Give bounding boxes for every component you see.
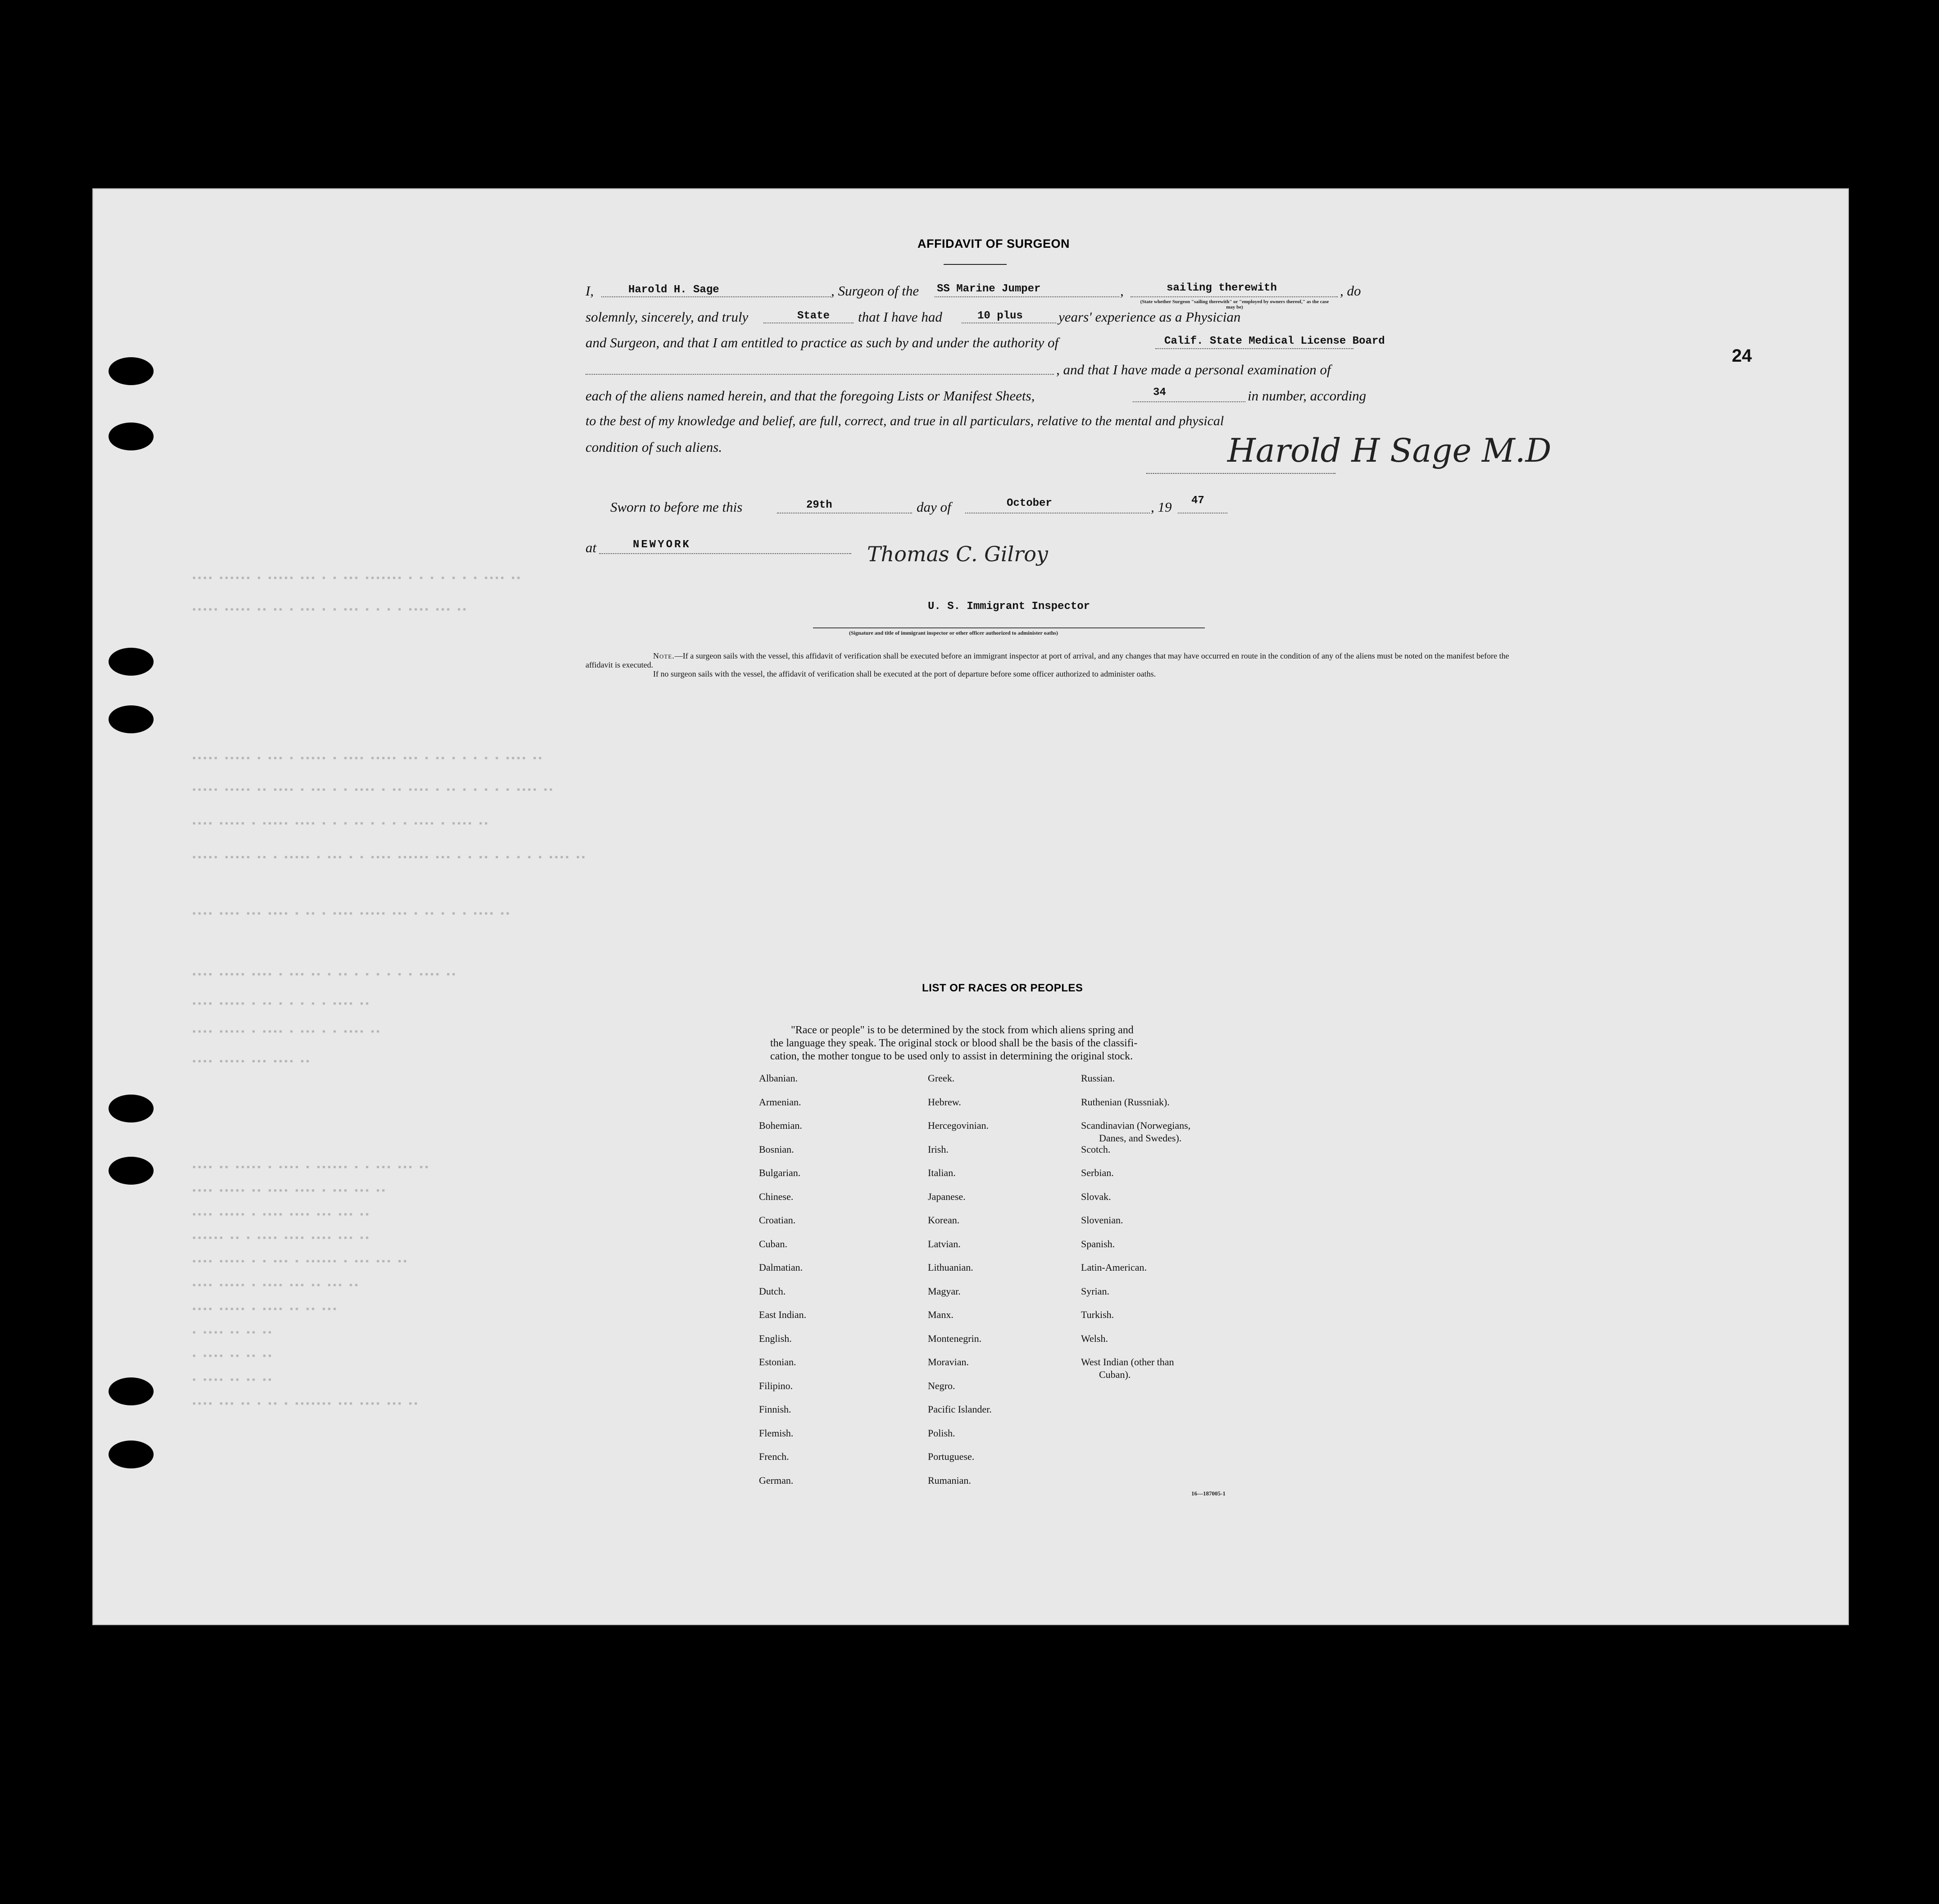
race-item: Danes, and Swedes).: [1099, 1132, 1182, 1144]
affirmation-verb: State: [797, 310, 830, 322]
status-caption: (State whether Surgeon "sailing therewith" or "employed by owners thereof," as the case may be): [1140, 299, 1329, 310]
bleed-through-text: ▪▪▪▪ ▪▪▪▪▪ ▪ ▪▪▪▪ ▪▪▪ ▪▪ ▪▪▪ ▪▪: [191, 1281, 359, 1291]
race-item: West Indian (other than: [1081, 1356, 1174, 1368]
race-item: Scandinavian (Norwegians,: [1081, 1120, 1191, 1131]
affidavit-note: [586, 651, 1518, 678]
bleed-through-text: ▪▪▪▪ ▪▪ ▪▪▪▪▪ ▪ ▪▪▪▪ ▪ ▪▪▪▪▪▪ ▪ ▪ ▪▪▪ ▪▪▪ ▪▪: [191, 1163, 430, 1173]
race-item: Negro.: [928, 1380, 955, 1391]
text-in-number: in number, according: [1248, 388, 1367, 404]
race-item: Finnish.: [759, 1404, 791, 1415]
text-sworn: Sworn to before me this: [610, 499, 743, 515]
bleed-through-text: ▪ ▪▪▪▪ ▪▪ ▪▪ ▪▪: [191, 1375, 273, 1386]
race-item: Serbian.: [1081, 1167, 1114, 1178]
punch-hole: [109, 1157, 154, 1185]
race-item: Hercegovinian.: [928, 1120, 989, 1131]
bleed-through-text: ▪▪▪▪▪ ▪▪▪▪▪ ▪▪ ▪ ▪▪▪▪▪ ▪ ▪▪▪ ▪ ▪ ▪▪▪▪ ▪▪▪▪▪▪ ▪▪▪ ▪ ▪ ▪▪ ▪ ▪ ▪ ▪ ▪ ▪▪▪▪ ▪▪: [191, 853, 586, 863]
title-underline: [944, 264, 1007, 265]
race-item: Moravian.: [928, 1356, 969, 1368]
race-item: Pacific Islander.: [928, 1404, 992, 1415]
bleed-through-text: ▪▪▪▪ ▪▪▪▪▪ ▪▪▪▪ ▪ ▪▪▪ ▪▪ ▪ ▪▪ ▪ ▪ ▪ ▪ ▪ ▪ ▪▪▪▪ ▪▪: [191, 970, 457, 980]
races-title: LIST OF RACES OR PEOPLES: [922, 982, 1083, 994]
race-item: Bohemian.: [759, 1120, 802, 1131]
form-number: 16—187005-1: [1191, 1490, 1226, 1497]
race-item: Estonian.: [759, 1356, 796, 1368]
race-item: Welsh.: [1081, 1332, 1108, 1344]
punch-hole: [109, 1440, 154, 1468]
surgeon-status: sailing therewith: [1167, 282, 1277, 294]
text-nineteen: , 19: [1151, 499, 1172, 515]
bleed-through-text: ▪▪▪▪▪ ▪▪▪▪▪ ▪▪ ▪▪▪▪ ▪ ▪▪▪ ▪ ▪ ▪▪▪▪ ▪ ▪▪ ▪▪▪▪ ▪ ▪▪ ▪ ▪ ▪ ▪ ▪ ▪▪▪▪ ▪▪: [191, 785, 554, 795]
text-each-alien: each of the aliens named herein, and that the foregoing Lists or Manifest Sheets,: [586, 388, 1035, 404]
race-item: Chinese.: [759, 1191, 794, 1202]
race-item: Japanese.: [928, 1191, 966, 1202]
note-text-2: If no surgeon sails with the vessel, the affidavit of verification shall be executed at the port of departure before some officer authorized to administer oaths.: [653, 669, 1156, 678]
race-item: East Indian.: [759, 1309, 807, 1320]
surgeon-name: Harold H. Sage: [628, 284, 719, 296]
bleed-through-text: ▪ ▪▪▪▪ ▪▪ ▪▪ ▪▪: [191, 1351, 273, 1362]
punch-hole: [109, 1377, 154, 1405]
races-intro-line-1: "Race or people" is to be determined by the stock from which aliens spring and: [791, 1024, 1134, 1036]
bleed-through-text: ▪▪▪▪ ▪▪▪▪▪ ▪▪▪ ▪▪▪▪ ▪▪: [191, 1057, 311, 1067]
status-line: [1131, 296, 1338, 297]
race-item: Montenegrin.: [928, 1332, 982, 1344]
races-intro: [770, 1024, 1137, 1063]
race-item: Cuban).: [1099, 1369, 1131, 1380]
text-and-surgeon: and Surgeon, and that I am entitled to practice as such by and under the authority of: [586, 335, 1059, 350]
bleed-through-text: ▪ ▪▪▪▪ ▪▪ ▪▪ ▪▪: [191, 1328, 273, 1338]
race-item: English.: [759, 1332, 792, 1344]
place-line: [599, 553, 851, 554]
race-item: Flemish.: [759, 1427, 794, 1439]
race-item: Russian.: [1081, 1072, 1115, 1084]
manifest-sheet-count: 34: [1153, 386, 1166, 399]
manifest-sheet: [92, 188, 1849, 1625]
text-at: at: [586, 540, 597, 555]
race-item: Filipino.: [759, 1380, 793, 1391]
bleed-through-text: ▪▪▪▪ ▪▪▪▪▪ ▪ ▪▪▪▪ ▪▪▪▪ ▪▪▪ ▪▪▪ ▪▪: [191, 1210, 370, 1220]
officer-title: U. S. Immigrant Inspector: [928, 600, 1090, 613]
race-item: Italian.: [928, 1167, 956, 1178]
bleed-through-text: ▪▪▪▪ ▪▪▪▪▪ ▪ ▪▪▪▪▪ ▪▪▪▪ ▪ ▪ ▪ ▪▪ ▪ ▪ ▪ ▪ ▪▪▪▪ ▪ ▪▪▪▪ ▪▪: [191, 819, 489, 829]
text-personal-exam: , and that I have made a personal examination of: [1056, 362, 1331, 377]
sheets-line: [1133, 401, 1245, 402]
sworn-place: NEWYORK: [633, 539, 691, 551]
race-item: Latvian.: [928, 1238, 961, 1250]
text-years-experience: years' experience as a Physician: [1058, 309, 1241, 325]
punch-hole: [109, 423, 154, 450]
vessel-line: [935, 296, 1119, 297]
race-item: Croatian.: [759, 1214, 796, 1226]
authority-line: [1155, 348, 1353, 349]
race-item: Korean.: [928, 1214, 960, 1226]
bleed-through-text: ▪▪▪▪ ▪▪▪▪▪ ▪ ▪▪▪▪ ▪ ▪▪▪ ▪ ▪ ▪▪▪▪ ▪▪: [191, 1027, 381, 1037]
officer-title-line: [813, 627, 1205, 628]
bleed-through-text: ▪▪▪▪ ▪▪▪ ▪▪ ▪ ▪▪ ▪ ▪▪▪▪▪▪▪ ▪▪▪ ▪▪▪▪ ▪▪▪ ▪▪: [191, 1399, 419, 1409]
race-item: Bosnian.: [759, 1143, 794, 1155]
bleed-through-text: ▪▪▪▪▪ ▪▪▪▪▪ ▪ ▪▪▪ ▪ ▪▪▪▪▪ ▪ ▪▪▪▪ ▪▪▪▪▪ ▪▪▪ ▪ ▪▪ ▪ ▪ ▪ ▪ ▪ ▪▪▪▪ ▪▪: [191, 754, 543, 764]
bleed-through-text: ▪▪▪▪ ▪▪▪▪ ▪▪▪ ▪▪▪▪ ▪ ▪▪ ▪ ▪▪▪▪ ▪▪▪▪▪ ▪▪▪ ▪ ▪▪ ▪ ▪ ▪ ▪▪▪▪ ▪▪: [191, 909, 511, 919]
race-item: Slovak.: [1081, 1191, 1111, 1202]
note-label: Note.: [653, 651, 675, 660]
race-item: Spanish.: [1081, 1238, 1115, 1250]
race-item: Portuguese.: [928, 1451, 975, 1462]
race-item: Magyar.: [928, 1285, 961, 1297]
race-item: Scotch.: [1081, 1143, 1111, 1155]
race-item: Polish.: [928, 1427, 955, 1439]
sworn-month: October: [1007, 497, 1052, 509]
race-item: Cuban.: [759, 1238, 787, 1250]
vessel-name: SS Marine Jumper: [937, 283, 1041, 295]
races-intro-line-2: the language they speak. The original stock or blood shall be the basis of the classifi-: [770, 1037, 1138, 1049]
race-item: Dalmatian.: [759, 1262, 803, 1273]
years-experience: 10 plus: [977, 310, 1023, 322]
race-item: Albanian.: [759, 1072, 798, 1084]
licensing-authority: Calif. State Medical License Board: [1164, 335, 1385, 347]
authority-continuation-line: [586, 374, 1054, 375]
text-do: , do: [1340, 283, 1361, 299]
bleed-through-text: ▪▪▪▪ ▪▪▪▪▪▪ ▪ ▪▪▪▪▪ ▪▪▪ ▪ ▪ ▪▪▪ ▪▪▪▪▪▪▪ ▪ ▪ ▪ ▪ ▪ ▪ ▪ ▪▪▪▪ ▪▪: [191, 573, 522, 584]
signature-line: [1146, 473, 1335, 474]
race-item: Armenian.: [759, 1096, 801, 1108]
race-item: French.: [759, 1451, 789, 1462]
bleed-through-text: ▪▪▪▪ ▪▪▪▪▪ ▪ ▪▪ ▪ ▪ ▪ ▪ ▪ ▪▪▪▪ ▪▪: [191, 999, 370, 1009]
race-item: Bulgarian.: [759, 1167, 801, 1178]
text-surgeon-of-the: , Surgeon of the: [831, 283, 919, 299]
bleed-through-text: ▪▪▪▪▪▪ ▪▪ ▪ ▪▪▪▪ ▪▪▪▪ ▪▪▪▪ ▪▪▪ ▪▪: [191, 1233, 370, 1244]
note-text-1: —If a surgeon sails with the vessel, this affidavit of verification shall be executed before an immigrant inspector at port of arrival, and any changes that may have occurred en route in the condition of any of the aliens must be noted on the manifest before the affidavit is executed.: [586, 651, 1509, 669]
page-number: 24: [1732, 346, 1752, 366]
race-item: German.: [759, 1474, 794, 1486]
text-comma: ,: [1120, 283, 1124, 299]
bleed-through-text: ▪▪▪▪ ▪▪▪▪▪ ▪ ▪▪▪▪ ▪▪ ▪▪ ▪▪▪: [191, 1304, 338, 1315]
text-solemnly: solemnly, sincerely, and truly: [586, 309, 749, 325]
race-item: Ruthenian (Russniak).: [1081, 1096, 1170, 1108]
race-item: Manx.: [928, 1309, 954, 1320]
sworn-day: 29th: [806, 499, 832, 511]
race-item: Greek.: [928, 1072, 955, 1084]
sworn-year: 47: [1191, 495, 1204, 507]
bleed-through-text: ▪▪▪▪ ▪▪▪▪▪ ▪ ▪ ▪▪▪ ▪ ▪▪▪▪▪▪ ▪ ▪▪▪ ▪▪▪ ▪▪: [191, 1257, 408, 1267]
punch-hole: [109, 648, 154, 676]
races-intro-line-3: cation, the mother tongue to be used only to assist in determining the original stock.: [770, 1050, 1133, 1062]
race-item: Turkish.: [1081, 1309, 1114, 1320]
punch-hole: [109, 1095, 154, 1122]
race-item: Irish.: [928, 1143, 949, 1155]
word-i: I,: [586, 283, 594, 299]
punch-hole: [109, 705, 154, 733]
affidavit-title: AFFIDAVIT OF SURGEON: [917, 237, 1070, 250]
text-that-i-have-had: that I have had: [858, 309, 942, 325]
text-best-knowledge: to the best of my knowledge and belief, are full, correct, and true in all particulars, relative to the mental and physical: [586, 414, 1224, 428]
race-item: Latin-American.: [1081, 1262, 1147, 1273]
bleed-through-text: ▪▪▪▪▪ ▪▪▪▪▪ ▪▪ ▪▪ ▪ ▪▪▪ ▪ ▪ ▪▪▪ ▪ ▪ ▪ ▪ ▪▪▪▪ ▪▪▪ ▪▪: [191, 605, 468, 615]
officer-signature: Thomas C. Gilroy: [867, 542, 1048, 566]
text-day-of: day of: [917, 499, 951, 515]
race-item: Lithuanian.: [928, 1262, 973, 1273]
officer-caption: (Signature and title of immigrant inspector or other officer authorized to administer oaths): [849, 630, 1058, 636]
punch-hole: [109, 357, 154, 385]
text-condition: condition of such aliens.: [586, 439, 722, 455]
surgeon-name-line: [601, 296, 831, 297]
race-item: Slovenian.: [1081, 1214, 1123, 1226]
race-item: Syrian.: [1081, 1285, 1109, 1297]
race-item: Rumanian.: [928, 1474, 971, 1486]
race-item: Hebrew.: [928, 1096, 961, 1108]
surgeon-signature: Harold H Sage M.D: [1227, 432, 1552, 469]
bleed-through-text: ▪▪▪▪ ▪▪▪▪▪ ▪▪ ▪▪▪▪ ▪▪▪▪ ▪ ▪▪▪ ▪▪▪ ▪▪: [191, 1186, 386, 1196]
race-item: Dutch.: [759, 1285, 786, 1297]
